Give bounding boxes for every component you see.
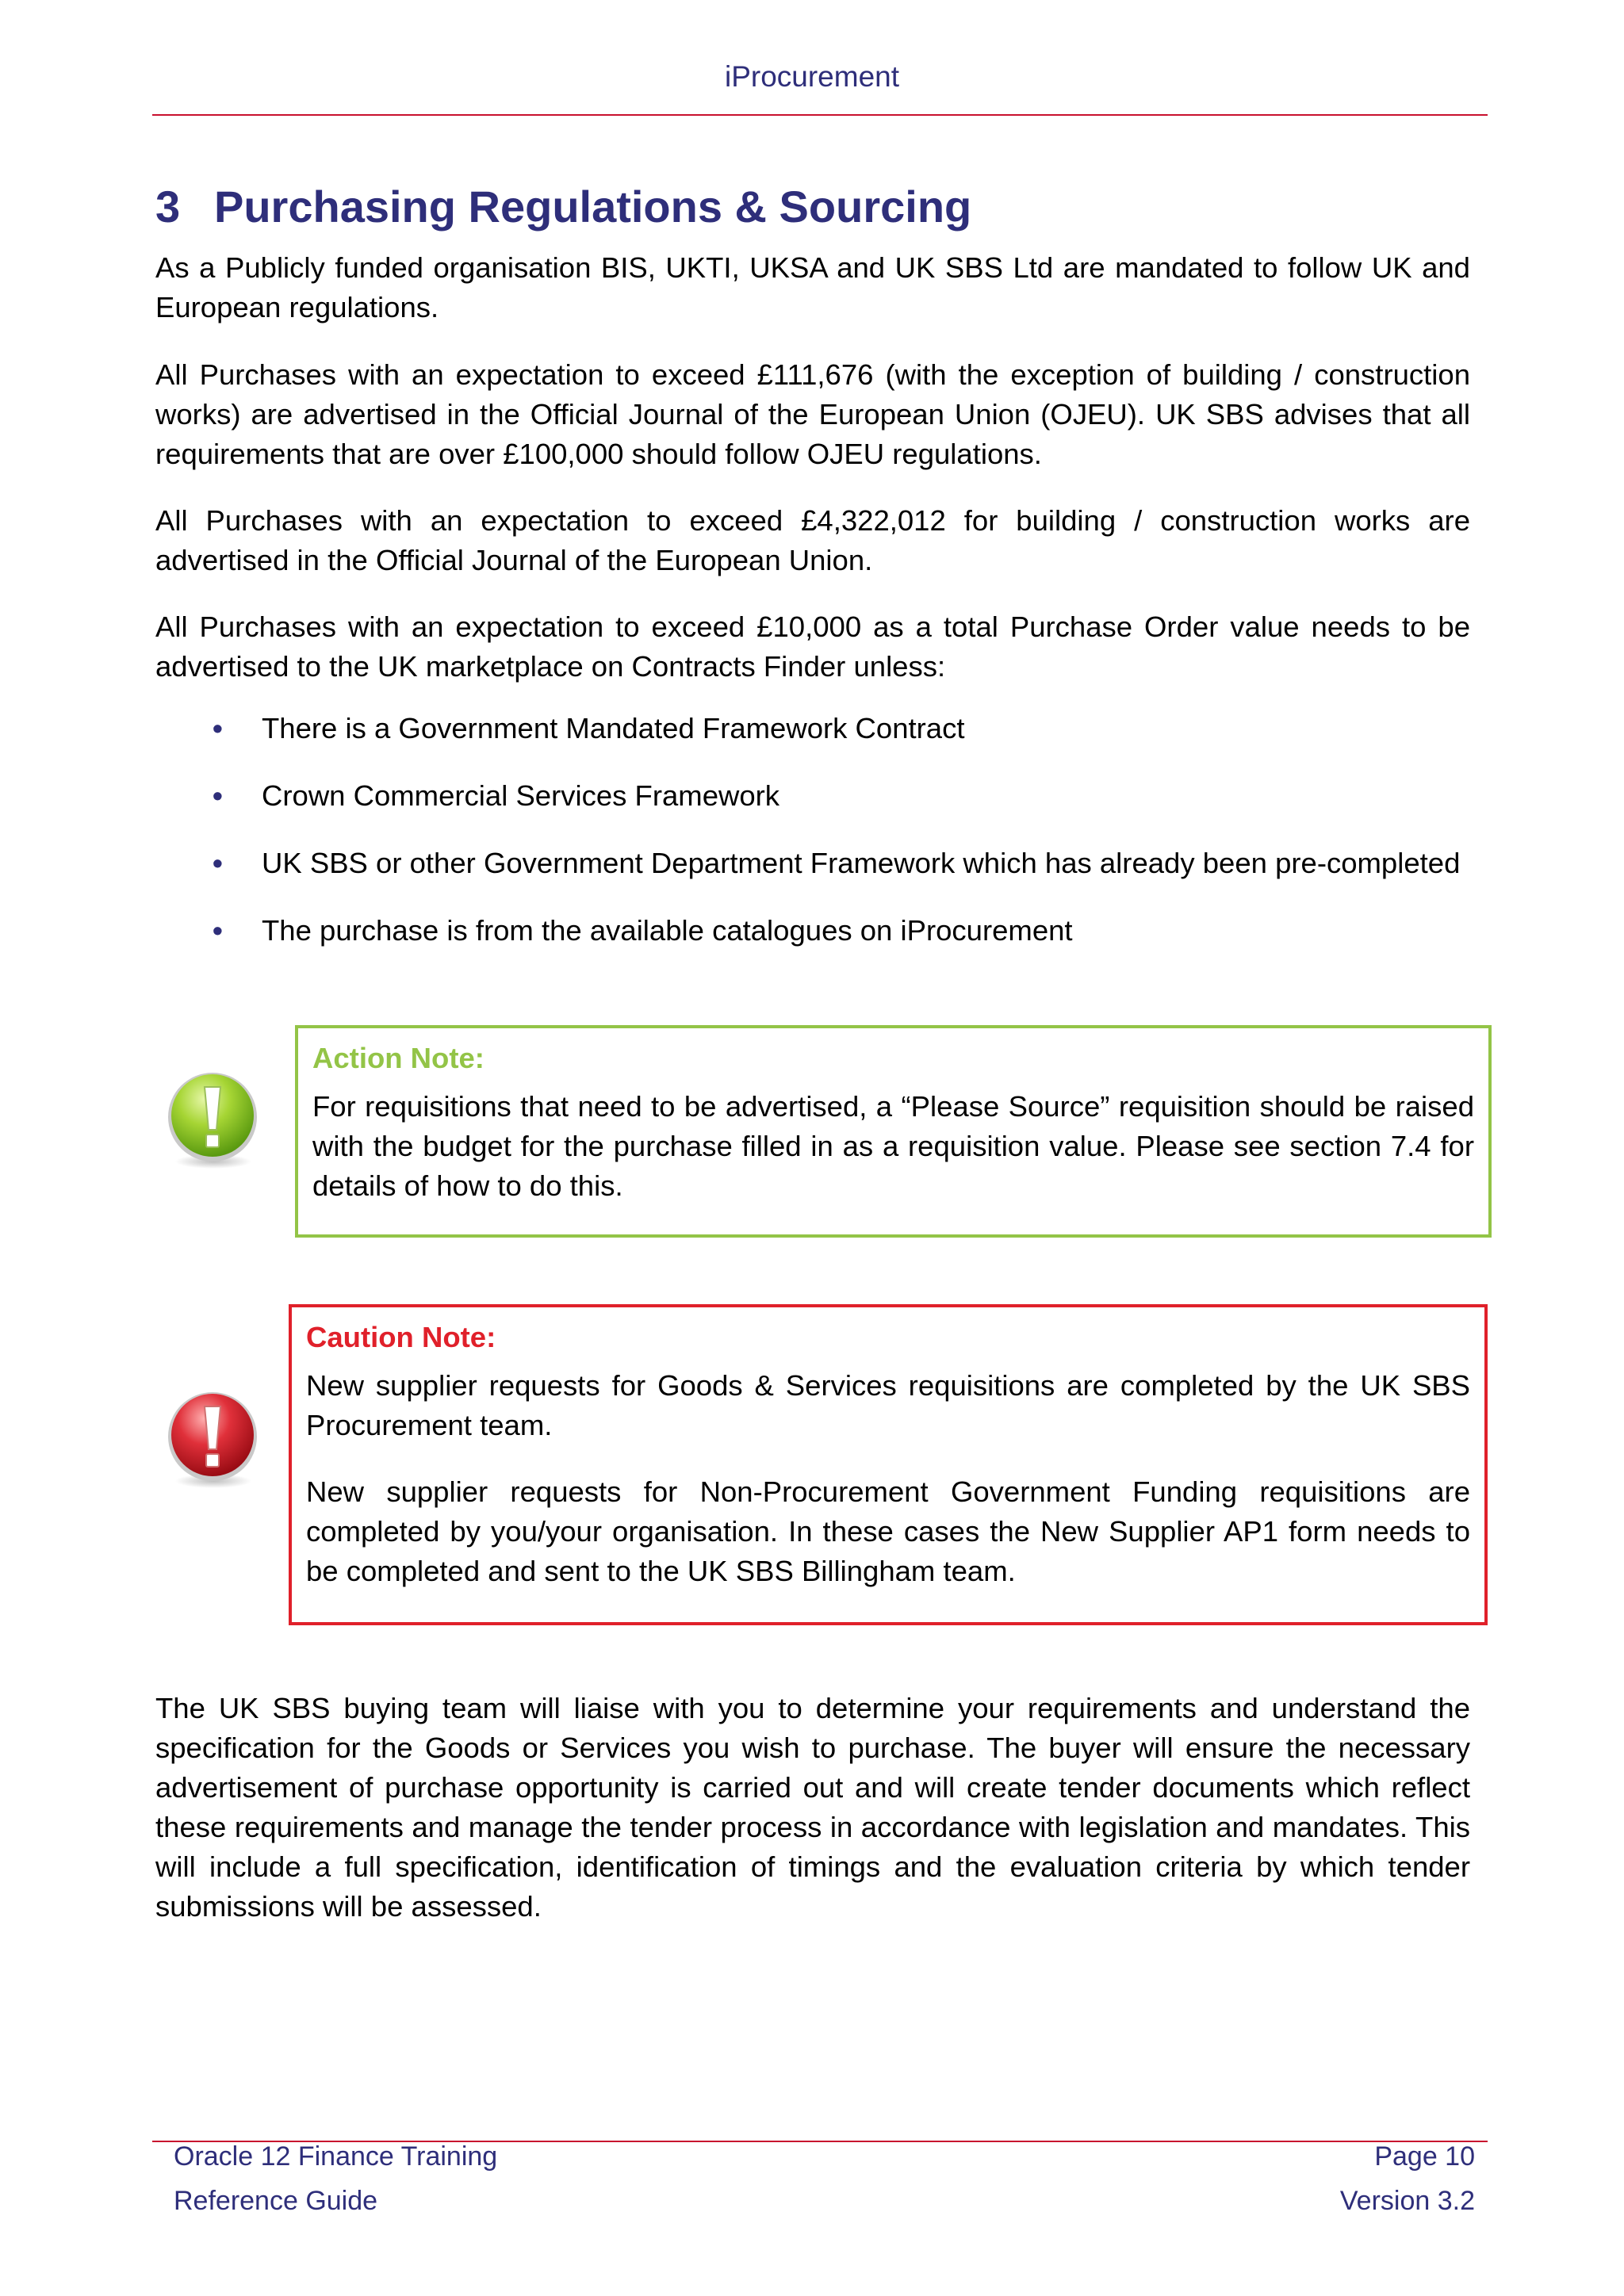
exclamation-green-icon	[161, 1068, 264, 1171]
action-note-title: Action Note:	[312, 1042, 485, 1074]
footer-version: Version 3.2	[1339, 2186, 1475, 2216]
bullet-icon: •	[213, 914, 223, 947]
bullet-icon: •	[213, 779, 223, 812]
list-item: • There is a Government Mandated Framework Contract	[155, 709, 1470, 748]
footer-course-title: Oracle 12 Finance Training	[174, 2141, 498, 2172]
list-item: • The purchase is from the available catalogues on iProcurement	[155, 911, 1470, 951]
paragraph-buying-team: The UK SBS buying team will liaise with you to determine your requirements and understand the specification for the Goods or Services you wish to purchase. The buyer will ensure the necessary advertisement of purchase opportunity is carried out and will create tender documents which reflect these requirements and manage the tender process in accordance with legislation and mandates. This will include a full specification, identification of timings and the evaluation criteria by which tender submissions will be assessed.	[155, 1692, 1470, 1923]
paragraph-construction-threshold: All Purchases with an expectation to exceed £4,322,012 for building / construction works are advertised in the Official Journal of the European Union.	[155, 504, 1470, 576]
action-note-text: For requisitions that need to be advertised, a “Please Source” requisition should be raised with the budget for the purchase filled in as a requisition value. Please see section 7.4 for details of how to do this.	[312, 1090, 1474, 1202]
footer-document-type: Reference Guide	[174, 2186, 378, 2216]
caution-note-box	[289, 1304, 1488, 1625]
paragraph-contracts-finder: All Purchases with an expectation to exceed £10,000 as a total Purchase Order value needs to be advertised to the UK marketplace on Contracts Finder unless:	[155, 610, 1470, 683]
footer-page-number: Page 10	[1374, 2141, 1475, 2172]
bullet-icon: •	[213, 712, 223, 744]
section-title: Purchasing Regulations & Sourcing	[214, 182, 972, 232]
caution-note-text-2: New supplier requests for Non-Procurement Government Funding requisitions are completed by you/your organisation. In these cases the New Supplier AP1 form needs to be completed and sent to the UK SBS Billingham team.	[306, 1475, 1470, 1587]
caution-note-text-1: New supplier requests for Goods & Services requisitions are completed by the UK SBS Procurement team.	[306, 1369, 1470, 1441]
section-number: 3	[155, 182, 181, 232]
exceptions-list	[155, 709, 1470, 978]
page-header-title: iProcurement	[724, 60, 900, 93]
caution-note-title: Caution Note:	[306, 1321, 496, 1353]
section-heading	[155, 181, 971, 232]
header-divider	[152, 114, 1488, 116]
paragraph-ojeu-threshold: All Purchases with an expectation to exceed £111,676 (with the exception of building / construction works) are advertised in the Official Journal of the European Union (OJEU). UK SBS advises that all requirements that are over £100,000 should follow OJEU regulations.	[155, 358, 1470, 470]
bullet-icon: •	[213, 847, 223, 879]
paragraph-regulations: As a Publicly funded organisation BIS, UKTI, UKSA and UK SBS Ltd are mandated to follow UK and European regulations.	[155, 251, 1470, 323]
list-item: • Crown Commercial Services Framework	[155, 776, 1470, 816]
action-note-box	[295, 1025, 1492, 1238]
exclamation-red-icon	[161, 1387, 264, 1490]
list-item: • UK SBS or other Government Department Framework which has already been pre-completed	[155, 844, 1470, 883]
